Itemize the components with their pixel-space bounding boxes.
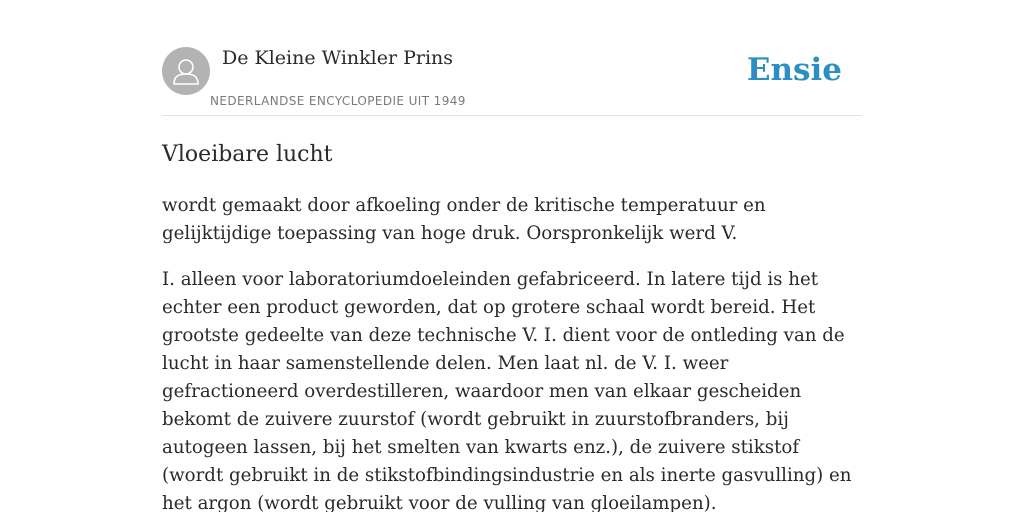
entry-body xyxy=(162,192,862,512)
entry-container xyxy=(162,0,862,512)
entry-paragraph: I. alleen voor laboratoriumdoeleinden gefabriceerd. In latere tijd is het echter een product geworden, dat op grotere schaal wordt bereid. Het grootste gedeelte van deze technische V. I. dient voor de ontleding van de lucht in haar samenstellende delen. Men laat nl. de V. I. weer gefractioneerd overdestilleren, waardoor men van elkaar gescheiden bekomt de zuivere zuurstof (wordt gebruikt in zuurstofbranders, bij autogeen lassen, bij het smelten van kwarts enz.), de zuivere stikstof (wordt gebruikt in de stikstofbindingsindustrie en als inerte gasvulling) en het argon (wordt gebruikt voor de vulling van gloeilampen). xyxy=(162,269,852,512)
ensie-logo-link[interactable]: Ensie xyxy=(746,52,842,88)
source-subtitle: NEDERLANDSE ENCYCLOPEDIE UIT 1949 xyxy=(210,94,466,108)
entry-title: Vloeibare lucht xyxy=(162,142,333,167)
source-header xyxy=(162,0,862,116)
entry-paragraph: wordt gemaakt door afkoeling onder de kritische temperatuur en gelijktijdige toepassing van hoge druk. Oorspronkelijk werd V. xyxy=(162,195,766,244)
source-title[interactable]: De Kleine Winkler Prins xyxy=(222,47,454,69)
user-placeholder-icon xyxy=(162,47,210,95)
source-avatar[interactable] xyxy=(162,47,210,95)
